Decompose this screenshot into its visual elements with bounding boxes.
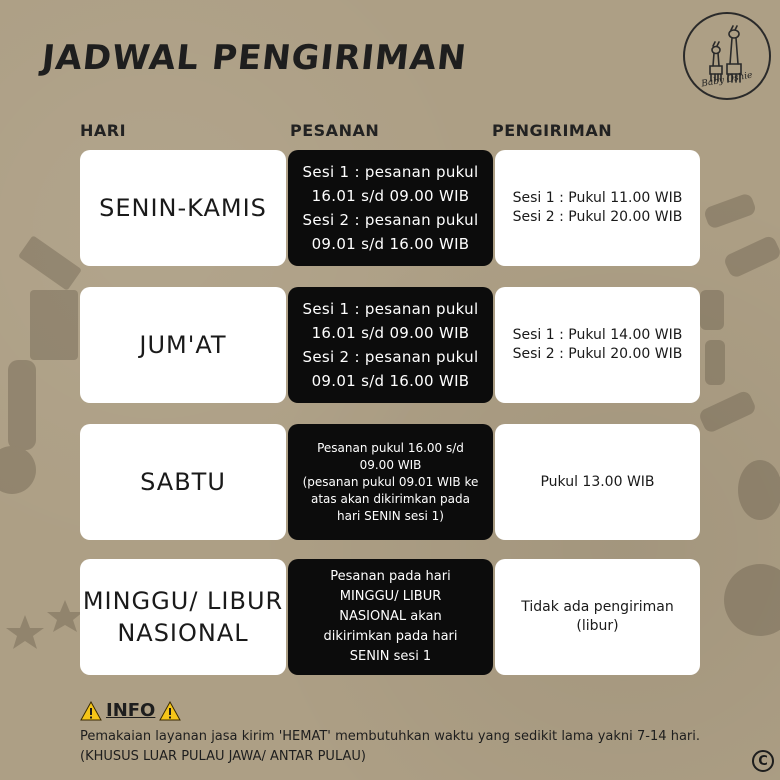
ship-cell-sabtu — [495, 424, 700, 540]
order-line: Sesi 1 : pesanan pukul — [302, 300, 479, 318]
day-cell-sabtu — [80, 424, 286, 540]
ship-cell-jumat — [495, 287, 700, 403]
day-cell-jumat — [80, 287, 286, 403]
column-header-order: PESANAN — [290, 121, 380, 140]
order-line: 09.01 s/d 16.00 WIB — [311, 372, 470, 390]
ship-cell-minggu-libur — [495, 559, 700, 675]
column-header-shipping: PENGIRIMAN — [492, 121, 613, 140]
order-cell-minggu-libur — [288, 559, 493, 675]
order-line: atas akan dikirimkan pada — [311, 491, 470, 506]
day-label: NASIONAL — [117, 619, 249, 647]
order-line: 09.00 WIB — [359, 457, 422, 472]
order-line: 09.01 s/d 16.00 WIB — [311, 235, 470, 253]
ship-line: Tidak ada pengiriman — [521, 599, 674, 615]
logo-text: Baby Oshie — [700, 70, 754, 90]
order-cell-jumat — [288, 287, 493, 403]
order-line: 16.01 s/d 09.00 WIB — [311, 324, 470, 342]
ship-line: Sesi 1 : Pukul 11.00 WIB — [512, 190, 683, 206]
order-line: Sesi 1 : pesanan pukul — [302, 163, 479, 181]
order-line: Pesanan pada hari — [330, 569, 451, 584]
day-label: SABTU — [140, 468, 226, 496]
info-title: INFO — [106, 700, 156, 721]
order-line: Pesanan pukul 16.00 s/d — [317, 440, 464, 455]
ship-line: Sesi 2 : Pukul 20.00 WIB — [512, 346, 683, 362]
ship-line: (libur) — [576, 618, 619, 634]
order-line: NASIONAL akan — [339, 609, 442, 624]
column-header-day: HARI — [80, 121, 127, 140]
ship-line: Pukul 13.00 WIB — [540, 473, 655, 490]
ship-line: Sesi 1 : Pukul 14.00 WIB — [512, 327, 683, 343]
day-label: SENIN-KAMIS — [99, 194, 267, 222]
info-text: Pemakaian layanan jasa kirim 'HEMAT' membutuhkan waktu yang sedikit lama yakni 7-14 hari. (KHUSUS LUAR PULAU JAWA/ ANTAR PULAU) — [80, 729, 700, 764]
order-line: Sesi 2 : pesanan pukul — [302, 211, 479, 229]
order-line: SENIN sesi 1 — [349, 649, 432, 664]
brand-logo — [683, 12, 771, 100]
day-cell-minggu-libur — [80, 559, 286, 675]
order-line: Sesi 2 : pesanan pukul — [302, 348, 479, 366]
order-line: hari SENIN sesi 1) — [337, 508, 444, 523]
order-cell-senin-kamis — [288, 150, 493, 266]
day-cell-senin-kamis — [80, 150, 286, 266]
day-label: MINGGU/ LIBUR — [82, 587, 284, 615]
order-line: dikirimkan pada hari — [323, 629, 458, 644]
warning-icon — [80, 701, 102, 721]
copyright-icon: C — [752, 750, 774, 772]
order-cell-sabtu — [288, 424, 493, 540]
ship-line: Sesi 2 : Pukul 20.00 WIB — [512, 209, 683, 225]
info-heading — [80, 700, 181, 721]
order-line: (pesanan pukul 09.01 WIB ke — [302, 474, 479, 489]
warning-icon — [159, 701, 181, 721]
page-title: JADWAL PENGIRIMAN — [39, 38, 469, 78]
day-label: JUM'AT — [139, 331, 227, 359]
ship-cell-senin-kamis — [495, 150, 700, 266]
order-line: MINGGU/ LIBUR — [339, 589, 442, 604]
order-line: 16.01 s/d 09.00 WIB — [311, 187, 470, 205]
